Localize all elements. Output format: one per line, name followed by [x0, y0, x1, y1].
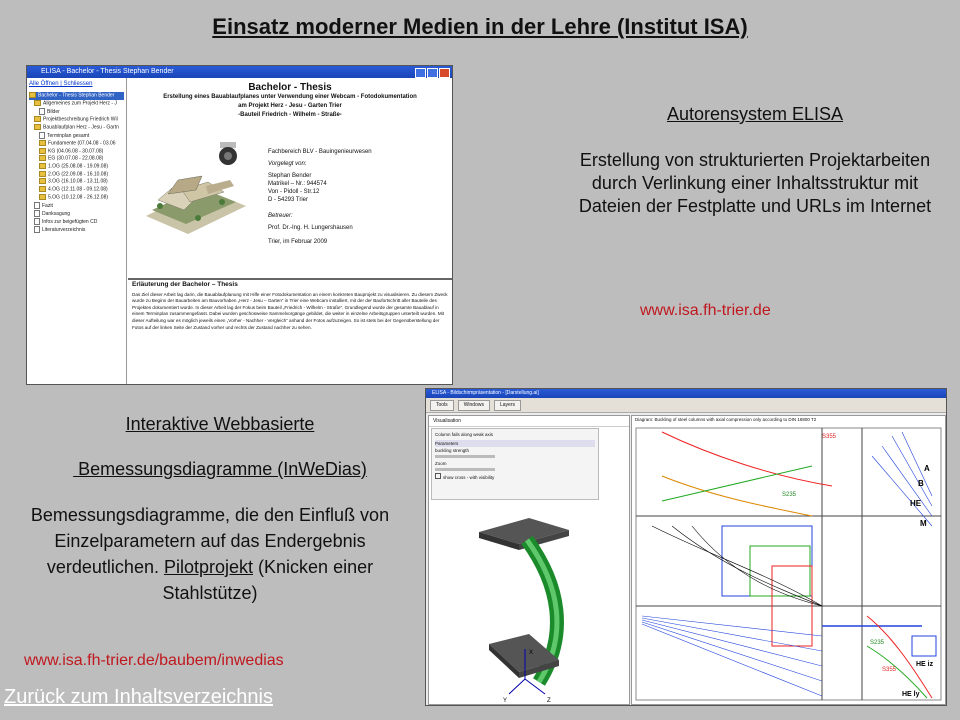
tree-item-label: Bauablaufplan Herz - Jesu - Gartn [43, 124, 119, 131]
pilot-project-label: Pilotprojekt [163, 557, 254, 577]
tools-menu[interactable]: Tools [430, 400, 454, 411]
tree-item[interactable] [29, 140, 124, 148]
elisa-window-titlebar [27, 66, 452, 78]
inwedias-heading-1: Interaktive Webbasierte [125, 414, 315, 434]
windows-menu[interactable]: Windows [458, 400, 490, 411]
tree-item-label: Allgemeines zum Projekt Herz - J [43, 100, 117, 107]
folder-icon [29, 92, 36, 98]
maximize-icon [427, 68, 438, 78]
thesis-subtitle-2: am Projekt Herz - Jesu - Garten Trier [238, 103, 342, 109]
visualisation-panel-title: Visualisation [429, 416, 629, 427]
tree-item[interactable] [29, 108, 124, 116]
inwedias-heading-2: Bemessungsdiagramme (InWeDias) [73, 459, 367, 479]
folder-icon [39, 163, 46, 169]
panel-option: Column fails along weak axis [435, 432, 494, 437]
parameter-panel [431, 428, 599, 500]
label-m: M [920, 519, 927, 528]
folder-icon [34, 124, 41, 130]
tree-item-label: EG (30.07.08 - 22.08.08) [48, 155, 104, 162]
buckled-column-3d [469, 504, 609, 704]
label-s235-bottom: S235 [870, 640, 885, 646]
folder-icon [39, 140, 46, 146]
axis-z-label: Z [547, 698, 551, 704]
folder-icon [34, 100, 41, 106]
diagram-graphics [632, 426, 945, 704]
tree-item[interactable] [29, 124, 124, 132]
label-s355-top: S355 [822, 434, 837, 440]
close-icon [439, 68, 450, 78]
inwedias-screenshot [425, 388, 947, 706]
tree-item[interactable] [29, 194, 124, 202]
folder-icon [39, 171, 46, 177]
axis-x-label: X [529, 650, 534, 656]
tree-item[interactable] [29, 178, 124, 186]
elisa-description: Erstellung von strukturierten Projektarbeiten durch Verlinkung einer Inhaltsstruktur mit Dateien der Festplatte und URLs im Internet [578, 150, 932, 216]
tree-item-label: Projektbeschreibung Friedrich Wil [43, 116, 118, 123]
tree-item[interactable] [29, 218, 124, 226]
tree-list [29, 92, 124, 234]
label-a: A [924, 464, 930, 473]
label-he-ly: HE ly [902, 691, 920, 698]
tree-item-label: Fundamente (07.04.08 - 03.06 [48, 140, 116, 147]
window-controls [415, 68, 450, 78]
axis-y-label: Y [503, 698, 508, 704]
tree-item[interactable] [29, 171, 124, 179]
explanation-heading: Erläuterung der Bachelor – Thesis [132, 281, 238, 288]
elisa-heading: Autorensystem ELISA [666, 104, 844, 124]
matrikel: Matrikel – Nr.: 944574 [268, 181, 327, 187]
document-icon [34, 218, 40, 225]
page-title: Einsatz moderner Medien in der Lehre (Institut ISA) [212, 14, 748, 39]
inwedias-desc-text: Bemessungsdiagramme, die den Einfluß von Einzelparametern auf das Endergebnis verdeutlichen. [30, 505, 390, 577]
tree-item[interactable] [29, 226, 124, 234]
thesis-info [268, 148, 372, 246]
param-check[interactable] [435, 473, 595, 481]
buckling-diagram [631, 415, 946, 705]
elisa-tree-panel [27, 78, 127, 384]
tree-item-label: 4.OG (12.11.08 - 09.12.08) [48, 186, 108, 193]
back-to-contents-link[interactable]: Zurück zum Inhaltsverzeichnis [4, 686, 273, 708]
document-icon [39, 108, 45, 115]
thesis-subtitle-3: -Bauteil Friedrich - Wilhelm - Straße- [238, 112, 342, 118]
tree-item-label: 5.OG (10.12.08 - 26.12.08) [48, 194, 109, 201]
label-he: HE [910, 499, 922, 508]
faculty: Fachbereich BLV - Bauingenieurwesen [268, 149, 372, 155]
zoom-slider[interactable] [435, 468, 495, 471]
tree-item-label: Fazit [42, 202, 53, 209]
folder-icon [39, 194, 46, 200]
tree-item-label: KG (04.06.08 - 30.07.08) [48, 147, 104, 154]
inwedias-description [30, 502, 390, 606]
thesis-title: Bachelor - Thesis [248, 82, 332, 93]
tree-item-label: Literaturverzeichnis [42, 227, 86, 234]
layers-menu[interactable]: Layers [494, 400, 521, 411]
advisor: Prof. Dr.-Ing. H. Lungershausen [268, 225, 353, 231]
folder-icon [39, 178, 46, 184]
diagram-caption: Diagram: Buckling of steel columns with axial compression only according to DIN 18800 T2 [635, 417, 817, 422]
elisa-screenshot [26, 65, 453, 385]
folder-icon [34, 116, 41, 122]
document-icon [34, 226, 40, 233]
label-s355-bottom: S355 [882, 667, 897, 673]
folder-icon [39, 186, 46, 192]
thesis-date: Trier, im Februar 2009 [268, 239, 328, 245]
param-buckling-label: buckling strength [435, 448, 470, 453]
inwedias-toolbar [426, 398, 946, 413]
tree-item-label: Bachelor - Thesis Stephan Bender [38, 92, 115, 99]
tree-item[interactable] [29, 132, 124, 140]
elisa-url[interactable]: www.isa.fh-trier.de [640, 302, 771, 319]
param-zoom-label: Zoom [435, 461, 447, 466]
folder-icon [39, 148, 46, 154]
explanation-text: Das Ziel dieser Arbeit lag darin, die Bauablaufplanung mit Hilfe einer Fotodokumentation an einem konkreten Bauprojekt zu visualisieren. Zu diesem Zweck wurde zu Beginn der Bauarbeiten am Bauvorhaben „Herz - Jesu – Garten“ in Trier eine Webcam installiert, mit der der Baufortschritt aller Bauteile des Projektes dokumentiert wurde. In dieser Arbeit lag der Fokus beim Bauteil „Friedrich - Wilhelm - Straße“. Grundlegend wurde der gesamte Bauablauf in einem Terminplan zusammengefasst. Dabei wurden geschosweise Sammelvorgänge gebildet, die weiter in einzelne Arbeitsgruppen unterteilt wurden. Mit dieser Aufteilung war es möglich jeweils einen „Vorher - Nachher - Vergleich“ anhand der Fotos aufzuzeigen. So ist stets bei der Gegenüberstellung der Fotos auf der linken Seite der Zustand vorher und rechts der Zustand nachher zu sehen. [132, 291, 448, 330]
minimize-icon [415, 68, 426, 78]
inwedias-url[interactable]: www.isa.fh-trier.de/baubem/inwedias [24, 652, 284, 669]
label-b: B [918, 479, 924, 488]
tree-item[interactable] [29, 202, 124, 210]
param-header: Parameters [435, 440, 595, 447]
tree-item-label: Infos zur beigefügten CD [42, 218, 98, 225]
tree-item[interactable] [29, 210, 124, 218]
address-2: D - 54293 Trier [268, 197, 309, 203]
tree-item[interactable] [29, 163, 124, 171]
tree-item-label: Danksagung [42, 210, 71, 217]
tree-item-label: Bilder [47, 108, 60, 115]
document-icon [34, 210, 40, 217]
tree-item[interactable] [29, 186, 124, 194]
document-icon [34, 202, 40, 209]
thesis-explanation [128, 278, 452, 384]
folder-icon [39, 155, 46, 161]
tree-item[interactable] [29, 148, 124, 156]
address-1: Von - Pidoll - Str.12 [268, 189, 320, 195]
tree-item[interactable] [29, 155, 124, 163]
tree-item[interactable] [29, 116, 124, 124]
tree-item[interactable] [29, 100, 124, 108]
label-s235-top: S235 [782, 492, 797, 498]
elisa-window-title: ELISA - Bachelor - Thesis Stephan Bender [41, 68, 174, 75]
buckling-slider[interactable] [435, 455, 495, 458]
presented-label: Vorgelegt von: [268, 161, 307, 167]
author: Stephan Bender [268, 173, 312, 179]
pilot-project-text: (Knicken einer Stahlstütze) [162, 557, 374, 603]
elisa-content [128, 78, 452, 245]
thesis-subtitle-1: Erstellung eines Bauablaufplanes unter Verwendung einer Webcam - Fotodokumentation [163, 94, 417, 100]
tree-toggle-links: Alle Öffnen | Schliessen [29, 81, 93, 87]
advisor-label: Betreuer: [268, 213, 293, 219]
tree-item-label: Terminplan gesamt [47, 132, 90, 139]
label-he-iz: HE iz [916, 661, 934, 668]
building-model-image [138, 136, 256, 246]
tree-item-label: 1.OG (25.08.08 - 19.09.08) [48, 163, 109, 170]
tree-item-label: 3.OG (16.10.08 - 13.11.08) [48, 178, 108, 185]
param-check-label: show cross - with visibility [443, 475, 495, 480]
tree-item[interactable] [29, 92, 124, 100]
visualisation-panel [428, 415, 630, 705]
document-icon [39, 132, 45, 139]
tree-item-label: 2.OG (22.09.08 - 16.10.08) [48, 171, 109, 178]
inwedias-window-title: ELISA - Bildschirmpräsentation - [Darstellung.ai] [426, 389, 946, 398]
